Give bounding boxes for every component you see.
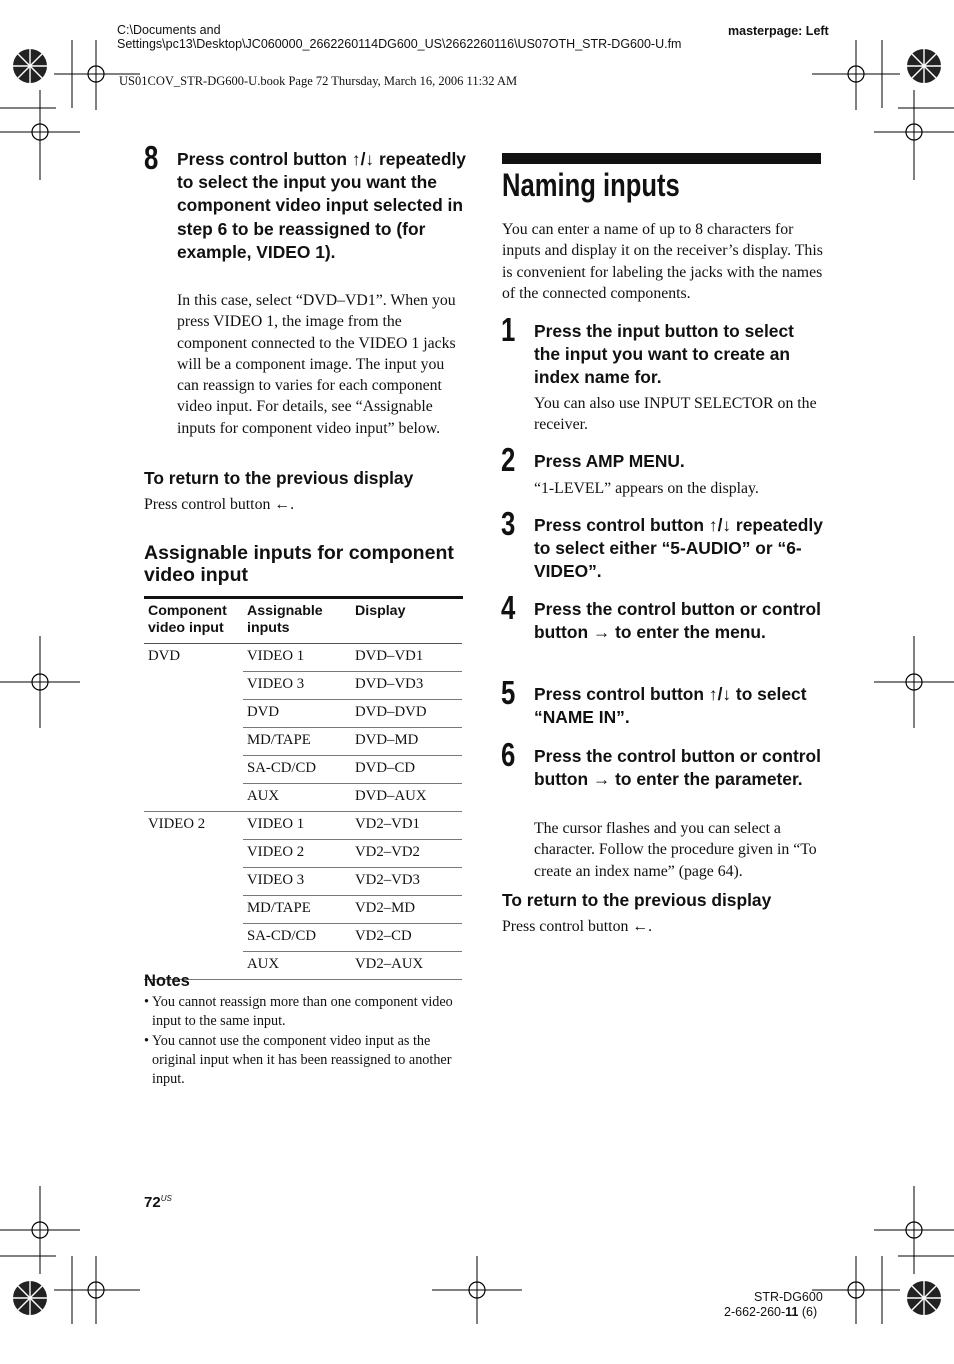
assignable-cell: AUX [243, 952, 351, 980]
title-bar [502, 153, 821, 164]
display-cell: DVD–CD [351, 756, 462, 784]
header-book-line: US01COV_STR-DG600-U.book Page 72 Thursday, March 16, 2006 11:32 AM [119, 74, 518, 88]
assignable-cell: DVD [243, 700, 351, 728]
step-4-title: Press the control button or control button → to enter the menu. [534, 599, 821, 643]
step-1-title: Press the input button to select the input you want to create an index name for. [534, 321, 794, 388]
assignable-heading: Assignable inputs for component video input [144, 542, 454, 586]
display-cell: DVD–DVD [351, 700, 462, 728]
assignable-cell: SA-CD/CD [243, 924, 351, 952]
page-number: $72^{US}$ [144, 1194, 172, 1211]
notes-title: Notes [144, 972, 190, 990]
component-cell: VIDEO 2 [144, 812, 243, 980]
assignable-cell: MD/TAPE [243, 728, 351, 756]
model-code: 2-662-260-11 (6) [724, 1304, 818, 1319]
step-6-body: The cursor flashes and you can select a character. Follow the procedure given in “To create an index name” (page 64). [534, 820, 817, 880]
step-5-title: Press control button ↑/↓ to select “NAME IN”. [534, 684, 807, 728]
step-1-body: You can also use INPUT SELECTOR on the receiver. [534, 395, 817, 434]
display-cell: DVD–AUX [351, 784, 462, 812]
component-cell: DVD [144, 644, 243, 812]
step-4-number: 4 [501, 589, 516, 626]
header-masterpage: masterpage: Left [728, 24, 829, 38]
intro-text: You can enter a name of up to 8 characters for inputs and display it on the receiver’s display. This is convenient for labeling the jacks with the names of the connected components. [502, 221, 823, 302]
up-down-arrow-icon: ↑/↓ [351, 149, 375, 169]
col-display: Display [351, 599, 462, 644]
step-5-number: 5 [501, 674, 516, 711]
display-cell: VD2–VD1 [351, 812, 462, 840]
step-1-number: 1 [501, 311, 516, 348]
display-cell: DVD–MD [351, 728, 462, 756]
note-item: • You cannot reassign more than one component video input to the same input. [144, 994, 453, 1030]
assignable-cell: VIDEO 1 [243, 812, 351, 840]
header-file-path: C:\Documents and Settings\pc13\Desktop\JC060000_2662260114DG600_US\2662260116\US07OTH_STR-DG600-U.fm [117, 23, 682, 51]
page-title: Naming inputs [502, 167, 680, 203]
assignable-table-wrap [144, 599, 462, 980]
table-row [144, 812, 462, 840]
assignable-cell: VIDEO 3 [243, 672, 351, 700]
col-component: Component video input [144, 599, 243, 644]
left-return-heading: To return to the previous display [144, 468, 414, 488]
assignable-cell: VIDEO 1 [243, 644, 351, 672]
assignable-table [144, 599, 462, 980]
footer-model-info [724, 1290, 823, 1319]
step-8-title: Press control button ↑/↓ repeatedly to select the input you want the component video input selected in step 6 to be reassigned to (for example, VIDEO 1). [177, 149, 466, 262]
step-2-body: “1-LEVEL” appears on the display. [534, 480, 759, 497]
step-2-number: 2 [501, 441, 516, 478]
note-item: • You cannot use the component video input as the original input when it has been reassigned to another input. [144, 1032, 452, 1088]
display-cell: VD2–CD [351, 924, 462, 952]
assignable-cell: VIDEO 3 [243, 868, 351, 896]
assignable-cell: AUX [243, 784, 351, 812]
step-8-body: In this case, select “DVD–VD1”. When you press VIDEO 1, the image from the component connected to the VIDEO 1 jacks will be a component image. The input you can reassign to varies for each component video input. For details, see “Assignable inputs for component video input” below. [177, 292, 456, 437]
step-6-number: 6 [501, 736, 516, 773]
step-3-title: Press control button ↑/↓ repeatedly to select either “5-AUDIO” or “6-VIDEO”. [534, 515, 823, 582]
table-row [144, 644, 462, 672]
right-return-text: Press control button ←. [502, 918, 653, 935]
display-cell: VD2–MD [351, 896, 462, 924]
right-return-heading: To return to the previous display [502, 890, 772, 910]
display-cell: VD2–VD3 [351, 868, 462, 896]
model-name: STR-DG600 [754, 1290, 823, 1304]
col-assignable: Assignable inputs [243, 599, 351, 644]
display-cell: VD2–VD2 [351, 840, 462, 868]
step-3-number: 3 [501, 505, 516, 542]
notes-list [144, 993, 462, 1089]
step-8-number: 8 [144, 139, 159, 176]
left-return-text: Press control button ←. [144, 496, 295, 513]
display-cell: VD2–AUX [351, 952, 462, 980]
assignable-cell: MD/TAPE [243, 896, 351, 924]
display-cell: DVD–VD3 [351, 672, 462, 700]
assignable-cell: VIDEO 2 [243, 840, 351, 868]
display-cell: DVD–VD1 [351, 644, 462, 672]
step-2-title: Press AMP MENU. [534, 451, 685, 471]
step-6-title: Press the control button or control button → to enter the parameter. [534, 746, 821, 790]
assignable-cell: SA-CD/CD [243, 756, 351, 784]
